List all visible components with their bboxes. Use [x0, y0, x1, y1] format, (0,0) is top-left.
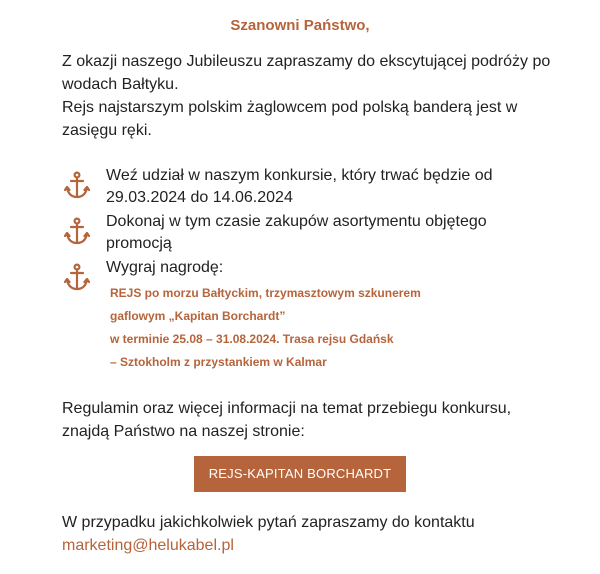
prize-line-1: REJS po morzu Bałtyckim, trzymasztowym szkunerem — [110, 286, 421, 300]
step-text: Dokonaj w tym czasie zakupów asortymentu objętego promocją — [106, 213, 487, 252]
prize-description — [106, 282, 542, 374]
contest-steps-list — [62, 165, 542, 374]
email-link[interactable]: marketing@helukabel.pl — [62, 537, 234, 554]
intro-text — [62, 50, 562, 142]
intro-line-1: Z okazji naszego Jubileuszu zapraszamy do ekscytującej podróży po wodach Bałtyku. — [62, 53, 551, 93]
contact-text — [62, 511, 542, 557]
rules-text — [62, 397, 542, 443]
cta-container — [0, 456, 600, 492]
prize-line-4: – Sztokholm z przystankiem w Kalmar — [110, 355, 327, 369]
list-item — [62, 211, 542, 255]
anchor-icon — [64, 171, 90, 201]
list-item — [62, 257, 542, 374]
step-text: Weź udział w naszym konkursie, który trwać będzie od 29.03.2024 do 14.06.2024 — [106, 167, 493, 206]
list-item — [62, 165, 542, 209]
contact-line: W przypadku jakichkolwiek pytań zapraszamy do kontaktu — [62, 514, 475, 531]
intro-line-2: Rejs najstarszym polskim żaglowcem pod polską banderą jest w zasięgu ręki. — [62, 99, 518, 139]
rules-line-2: znajdą Państwo na naszej stronie: — [62, 423, 305, 440]
prize-line-2: gaflowym „Kapitan Borchardt” — [110, 309, 286, 323]
step-text: Wygraj nagrodę: — [106, 259, 224, 276]
greeting-heading: Szanowni Państwo, — [230, 17, 370, 34]
prize-line-3: w terminie 25.08 – 31.08.2024. Trasa rejsu Gdańsk — [110, 332, 394, 346]
rules-line-1: Regulamin oraz więcej informacji na temat przebiegu konkursu, — [62, 400, 512, 417]
rejs-kapitan-borchardt-button[interactable]: REJS-KAPITAN BORCHARDT — [194, 456, 406, 492]
anchor-icon — [64, 263, 90, 293]
anchor-icon — [64, 217, 90, 247]
